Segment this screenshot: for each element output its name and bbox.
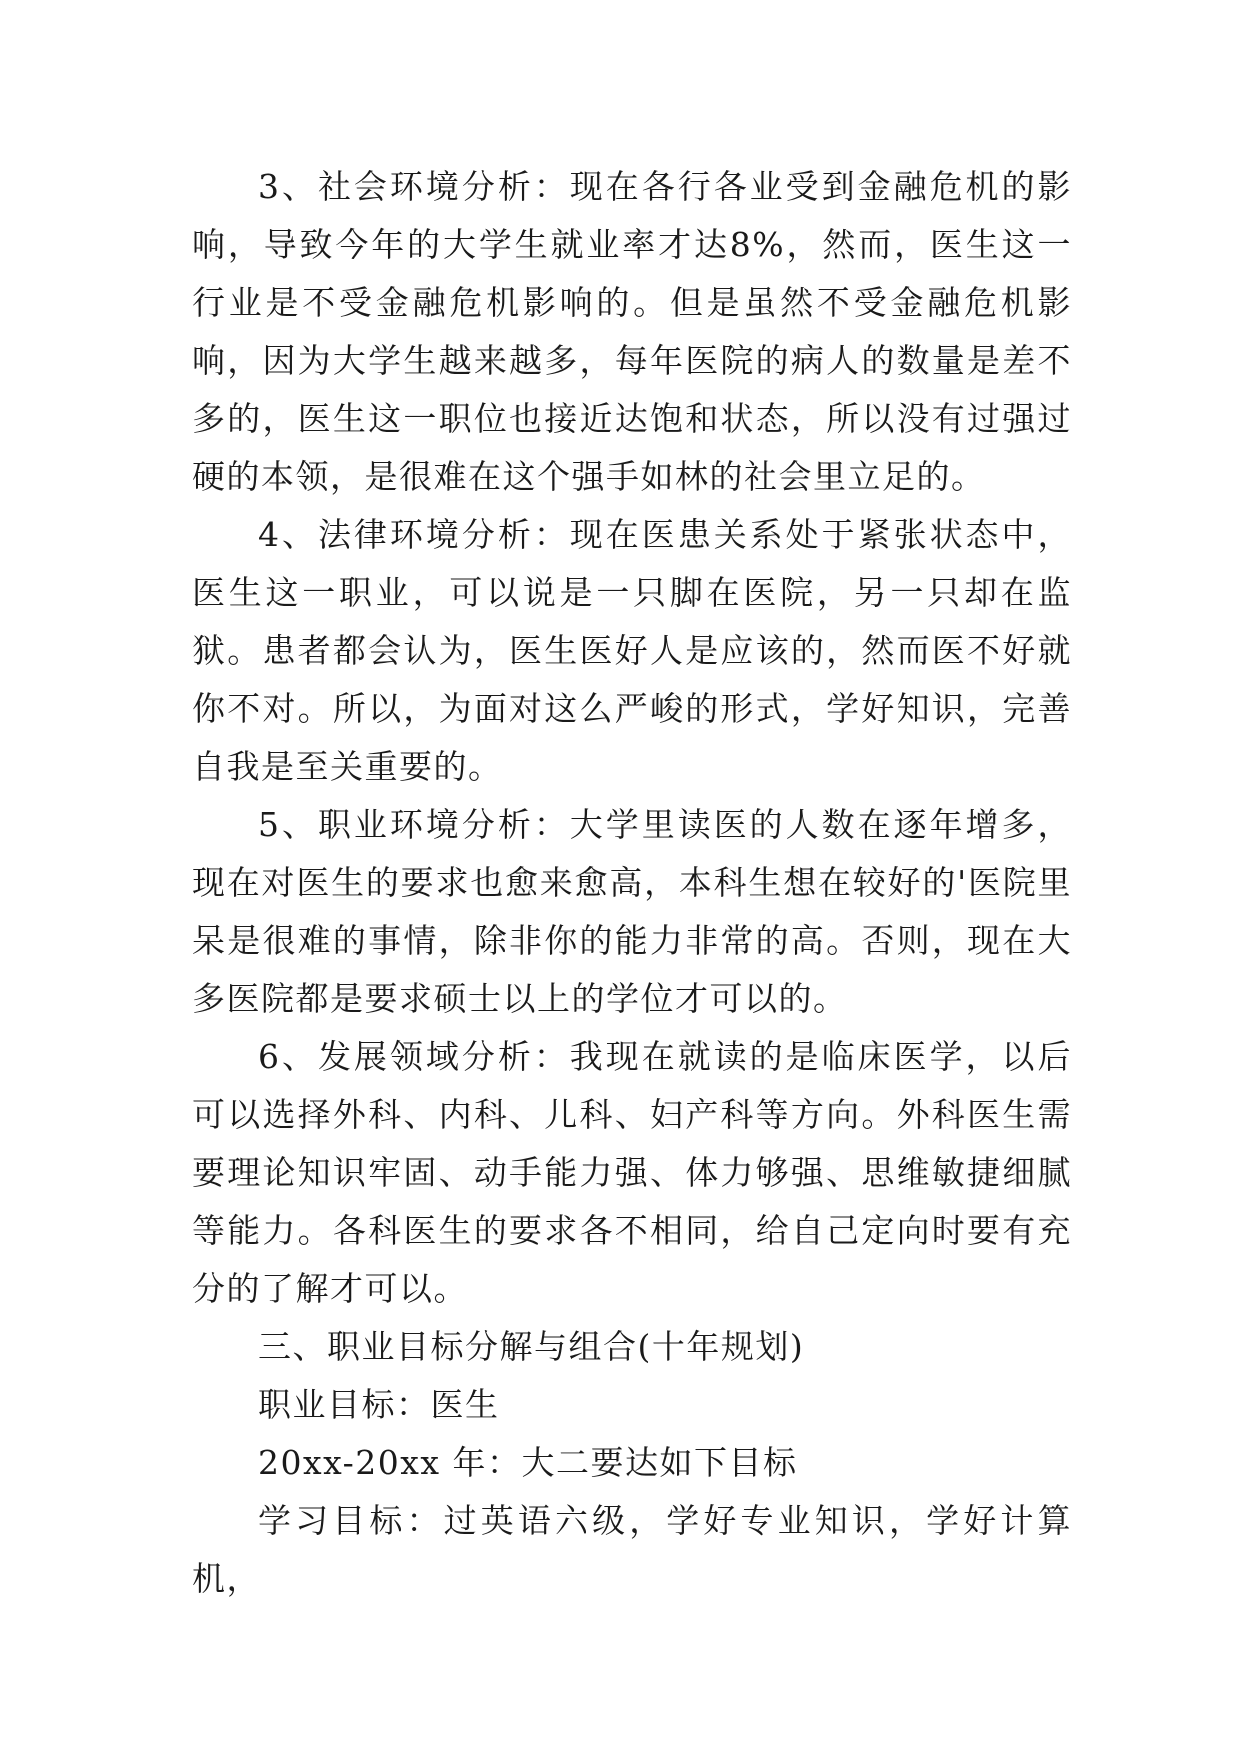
paragraph-career-goal: 职业目标：医生 bbox=[258, 1385, 500, 1424]
document-body bbox=[192, 158, 1072, 1608]
paragraph-legal-environment: 4、法律环境分析：现在医患关系处于紧张状态中，医生这一职业，可以说是一只脚在医院，另一只却在监狱。患者都会认为，医生医好人是应该的，然而医不好就你不对。所以，为面对这么严峻的形式，学好知识，完善自我是至关重要的。 bbox=[192, 515, 1072, 786]
paragraph-development-field: 6、发展领域分析：我现在就读的是临床医学，以后可以选择外科、内科、儿科、妇产科等方向。外科医生需要理论知识牢固、动手能力强、体力够强、思维敏捷细腻等能力。各科医生的要求各不相同，给自己定向时要有充分的了解才可以。 bbox=[192, 1037, 1072, 1308]
paragraph-career-environment: 5、职业环境分析：大学里读医的人数在逐年增多，现在对医生的要求也愈来愈高，本科生想在较好的'医院里呆是很难的事情，除非你的能力非常的高。否则，现在大多医院都是要求硕士以上的学位才可以的。 bbox=[192, 805, 1072, 1018]
paragraph-social-environment: 3、社会环境分析：现在各行各业受到金融危机的影响，导致今年的大学生就业率才达8%，然而，医生这一行业是不受金融危机影响的。但是虽然不受金融危机影响，因为大学生越来越多，每年医院的病人的数量是差不多的，医生这一职位也接近达饱和状态，所以没有过强过硬的本领，是很难在这个强手如林的社会里立足的。 bbox=[192, 167, 1072, 496]
section-heading-career-goals: 三、职业目标分解与组合(十年规划) bbox=[258, 1327, 805, 1366]
paragraph-study-goal: 学习目标：过英语六级，学好专业知识，学好计算机， bbox=[192, 1501, 1072, 1598]
paragraph-year-range: 20xx-20xx 年：大二要达如下目标 bbox=[258, 1443, 798, 1482]
